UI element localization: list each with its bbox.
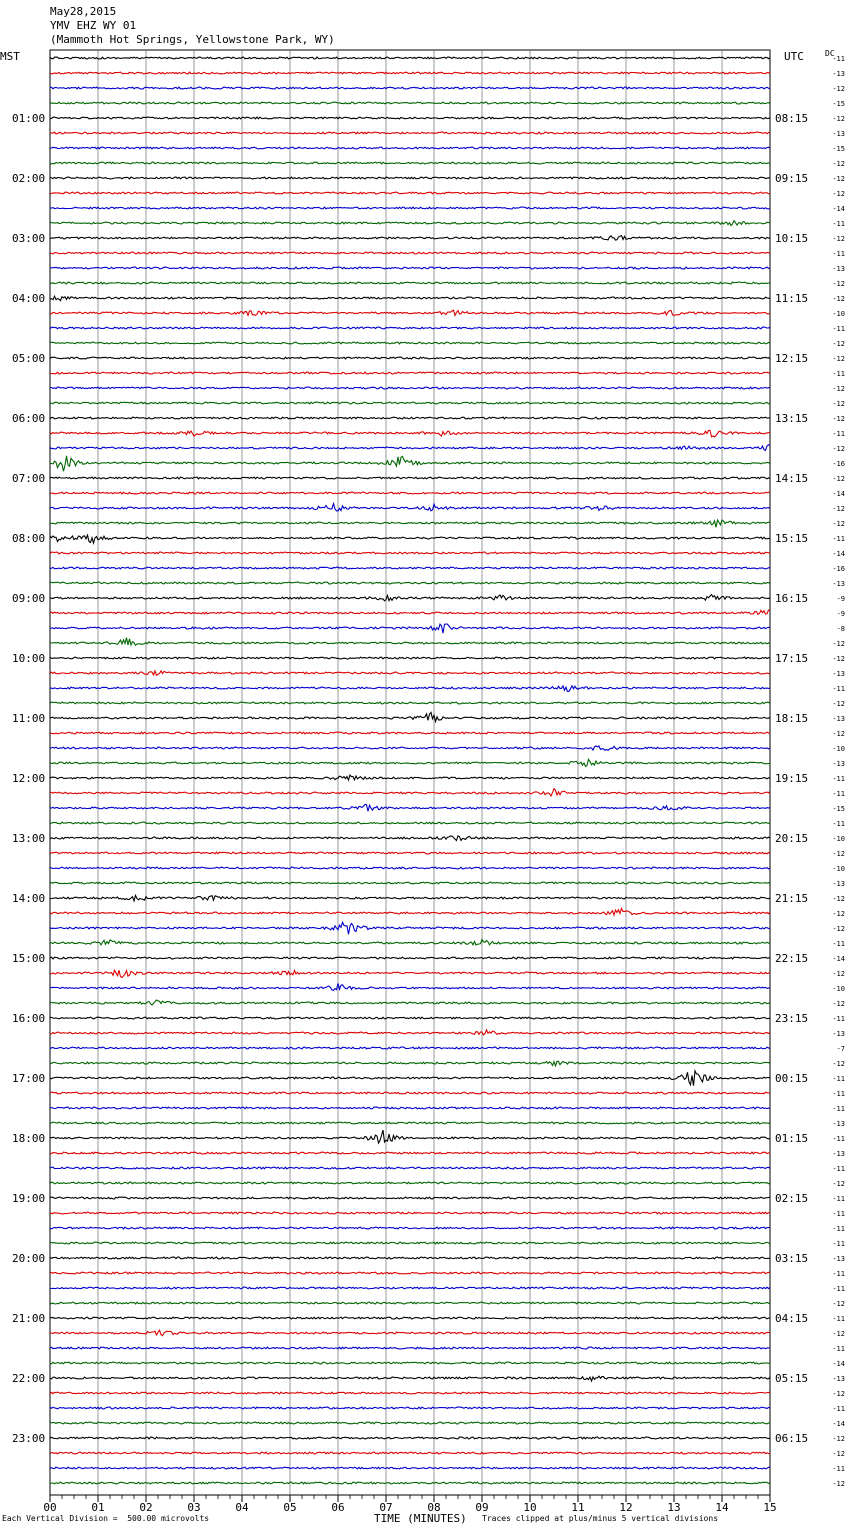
trace-line (50, 357, 770, 359)
dc-offset-label: -12 (832, 970, 845, 978)
right-hour-label: 21:15 (775, 892, 809, 905)
dc-offset-label: -11 (832, 1345, 845, 1353)
trace-line (50, 1167, 770, 1169)
trace-line (50, 1392, 770, 1394)
right-hour-label: 12:15 (775, 352, 809, 365)
right-hour-label: 11:15 (775, 292, 809, 305)
right-hour-label: 14:15 (775, 472, 809, 485)
trace-line (50, 746, 770, 750)
trace-line (50, 552, 770, 554)
trace-line (50, 567, 770, 569)
trace-line (50, 1376, 770, 1381)
dc-offset-label: -11 (832, 250, 845, 258)
dc-offset-label: -12 (832, 190, 845, 198)
dc-offset-label: -9 (836, 610, 845, 618)
clip-note: Traces clipped at plus/minus 5 vertical divisions (482, 1514, 719, 1523)
trace-line (50, 759, 770, 766)
trace-line (50, 342, 770, 344)
left-hour-label: 21:00 (12, 1312, 46, 1325)
location-label: (Mammoth Hot Springs, Yellowstone Park, WY) (50, 33, 335, 46)
left-hour-label: 09:00 (12, 592, 46, 605)
right-axis-title: UTC (784, 50, 804, 63)
trace-line (50, 296, 770, 300)
trace-line (50, 657, 770, 659)
trace-line (50, 102, 770, 104)
trace-line (50, 417, 770, 419)
trace-line (50, 430, 770, 437)
trace-line (50, 456, 770, 471)
dc-label: DC (825, 49, 835, 58)
right-hour-label: 04:15 (775, 1312, 809, 1325)
trace-line (50, 1437, 770, 1439)
trace-line (50, 177, 770, 179)
left-hour-label: 13:00 (12, 832, 46, 845)
x-tick-label: 12 (619, 1501, 633, 1514)
trace-line (50, 922, 770, 934)
dc-offset-label: -11 (832, 535, 845, 543)
dc-offset-label: -12 (832, 925, 845, 933)
dc-offset-label: -11 (832, 1405, 845, 1413)
dc-offset-label: -13 (832, 1120, 845, 1128)
dc-offset-label: -12 (832, 700, 845, 708)
dc-offset-label: -12 (832, 85, 845, 93)
trace-line (50, 1242, 770, 1244)
trace-line (50, 535, 770, 543)
right-hour-label: 10:15 (775, 232, 809, 245)
trace-line (50, 610, 770, 614)
left-hour-label: 23:00 (12, 1432, 46, 1445)
trace-line (50, 372, 770, 374)
dc-offset-label: -13 (832, 1255, 845, 1263)
trace-line (50, 1257, 770, 1259)
trace-line (50, 624, 770, 633)
dc-offset-label: -12 (832, 850, 845, 858)
dc-offset-label: -11 (832, 1240, 845, 1248)
trace-line (50, 1482, 770, 1484)
trace-line (50, 1092, 770, 1094)
trace-line (50, 867, 770, 869)
dc-offset-label: -10 (832, 865, 845, 873)
x-tick-label: 11 (571, 1501, 585, 1514)
dc-offset-label: -13 (832, 1030, 845, 1038)
trace-line (50, 1030, 770, 1035)
trace-line (50, 132, 770, 134)
trace-line (50, 1287, 770, 1289)
x-tick-label: 07 (379, 1501, 393, 1514)
dc-offset-label: -11 (832, 940, 845, 948)
trace-line (50, 1071, 770, 1086)
trace-line (50, 882, 770, 884)
dc-offset-label: -11 (832, 1210, 845, 1218)
trace-line (50, 1152, 770, 1154)
dc-offset-label: -11 (832, 325, 845, 333)
trace-line (50, 282, 770, 284)
dc-offset-label: -12 (832, 640, 845, 648)
dc-offset-label: -12 (832, 295, 845, 303)
trace-line (50, 822, 770, 824)
left-hour-label: 22:00 (12, 1372, 46, 1385)
x-tick-label: 05 (283, 1501, 297, 1514)
plot-frame (50, 50, 770, 1495)
trace-line (50, 712, 770, 721)
dc-offset-label: -11 (832, 1285, 845, 1293)
seismic-traces (50, 57, 770, 1484)
dc-offset-label: -11 (832, 685, 845, 693)
right-hour-label: 05:15 (775, 1372, 809, 1385)
dc-offset-label: -12 (832, 1000, 845, 1008)
left-hour-label: 10:00 (12, 652, 46, 665)
x-tick-label: 14 (715, 1501, 729, 1514)
trace-line (50, 957, 770, 959)
trace-line (50, 852, 770, 854)
right-hour-label: 18:15 (775, 712, 809, 725)
dc-offset-label: -13 (832, 1375, 845, 1383)
x-tick-label: 10 (523, 1501, 537, 1514)
trace-line (50, 983, 770, 990)
dc-offset-label: -12 (832, 235, 845, 243)
trace-line (50, 671, 770, 676)
dc-offset-label: -13 (832, 670, 845, 678)
trace-line (50, 732, 770, 734)
dc-offset-label: -13 (832, 715, 845, 723)
trace-line (50, 1407, 770, 1409)
trace-line (50, 162, 770, 164)
dc-offset-label: -12 (832, 520, 845, 528)
dc-offset-label: -11 (832, 1165, 845, 1173)
dc-offset-label: -10 (832, 745, 845, 753)
dc-offset-label: -11 (832, 1315, 845, 1323)
left-hour-label: 18:00 (12, 1132, 46, 1145)
dc-offset-label: -11 (832, 220, 845, 228)
dc-offset-label: -7 (836, 1045, 845, 1053)
dc-offset-label: -11 (832, 370, 845, 378)
x-tick-label: 15 (763, 1501, 777, 1514)
x-tick-label: 01 (91, 1501, 105, 1514)
right-hour-label: 13:15 (775, 412, 809, 425)
left-hour-label: 08:00 (12, 532, 46, 545)
left-hour-label: 15:00 (12, 952, 46, 965)
trace-line (50, 117, 770, 119)
trace-line (50, 582, 770, 584)
left-hour-label: 16:00 (12, 1012, 46, 1025)
dc-offset-label: -11 (832, 775, 845, 783)
right-hour-label: 06:15 (775, 1432, 809, 1445)
trace-line (50, 236, 770, 241)
right-hour-label: 20:15 (775, 832, 809, 845)
trace-line (50, 1197, 770, 1199)
right-hour-label: 15:15 (775, 532, 809, 545)
dc-offset-label: -11 (832, 1225, 845, 1233)
dc-offset-label: -11 (832, 1465, 845, 1473)
dc-offset-label: -14 (832, 1420, 845, 1428)
dc-offset-label: -12 (832, 895, 845, 903)
trace-line (50, 1452, 770, 1454)
dc-offset-label: -13 (832, 880, 845, 888)
dc-offset-label: -12 (832, 445, 845, 453)
left-axis-title: MST (0, 50, 20, 63)
dc-offset-label: -11 (832, 820, 845, 828)
trace-line (50, 1000, 770, 1005)
left-hour-label: 14:00 (12, 892, 46, 905)
dc-offset-label: -12 (832, 280, 845, 288)
trace-line (50, 221, 770, 226)
trace-line (50, 1317, 770, 1319)
dc-offset-label: -10 (832, 310, 845, 318)
trace-line (50, 310, 770, 315)
dc-offset-label: -12 (832, 1480, 845, 1488)
dc-offset-label: -15 (832, 145, 845, 153)
trace-line (50, 1272, 770, 1274)
trace-line (50, 1467, 770, 1469)
trace-line (50, 445, 770, 451)
left-hour-label: 12:00 (12, 772, 46, 785)
right-hour-label: 22:15 (775, 952, 809, 965)
trace-line (50, 72, 770, 74)
trace-line (50, 520, 770, 527)
trace-line (50, 147, 770, 149)
trace-line (50, 1212, 770, 1214)
station-label: YMV EHZ WY 01 (50, 19, 137, 32)
right-hour-label: 23:15 (775, 1012, 809, 1025)
x-tick-label: 13 (667, 1501, 681, 1514)
trace-line (50, 939, 770, 945)
dc-offset-label: -13 (832, 1150, 845, 1158)
trace-line (50, 970, 770, 977)
dc-offset-label: -12 (832, 175, 845, 183)
left-hour-label: 03:00 (12, 232, 46, 245)
right-hour-label: 03:15 (775, 1252, 809, 1265)
left-hour-label: 01:00 (12, 112, 46, 125)
dc-offset-label: -13 (832, 130, 845, 138)
trace-line (50, 1061, 770, 1066)
trace-line (50, 1107, 770, 1109)
dc-offset-label: -12 (832, 475, 845, 483)
trace-line (50, 789, 770, 796)
dc-offset-label: -10 (832, 835, 845, 843)
trace-line (50, 504, 770, 511)
dc-offset-label: -13 (832, 70, 845, 78)
dc-offset-label: -12 (832, 1300, 845, 1308)
right-hour-label: 00:15 (775, 1072, 809, 1085)
right-hour-label: 01:15 (775, 1132, 809, 1145)
x-tick-label: 03 (187, 1501, 201, 1514)
trace-line (50, 267, 770, 269)
left-hour-label: 07:00 (12, 472, 46, 485)
dc-offset-label: -14 (832, 490, 845, 498)
trace-line (50, 804, 770, 811)
dc-offset-label: -11 (832, 430, 845, 438)
dc-offset-label: -13 (832, 580, 845, 588)
dc-offset-label: -11 (832, 1270, 845, 1278)
dc-offset-label: -10 (832, 985, 845, 993)
dc-offset-label: -14 (832, 550, 845, 558)
x-tick-label: 00 (43, 1501, 57, 1514)
dc-offset-label: -13 (832, 760, 845, 768)
trace-line (50, 686, 770, 692)
dc-offset-label: -12 (832, 160, 845, 168)
dc-offset-label: -13 (832, 265, 845, 273)
left-hour-label: 02:00 (12, 172, 46, 185)
trace-line (50, 1347, 770, 1349)
dc-offset-label: -12 (832, 355, 845, 363)
dc-offset-label: -12 (832, 1390, 845, 1398)
dc-offset-label: -12 (832, 1450, 845, 1458)
dc-offset-label: -12 (832, 1330, 845, 1338)
dc-offset-label: -12 (832, 655, 845, 663)
dc-offset-label: -12 (832, 1060, 845, 1068)
date-label: May28,2015 (50, 5, 117, 18)
dc-offset-label: -12 (832, 730, 845, 738)
dc-offset-label: -14 (832, 1360, 845, 1368)
trace-line (50, 775, 770, 780)
left-hour-label: 04:00 (12, 292, 46, 305)
dc-offset-label: -16 (832, 565, 845, 573)
dc-offset-label: -12 (832, 910, 845, 918)
trace-line (50, 477, 770, 479)
right-hour-label: 08:15 (775, 112, 809, 125)
dc-offset-label: -12 (832, 1435, 845, 1443)
left-hour-label: 17:00 (12, 1072, 46, 1085)
dc-offset-label: -8 (836, 625, 845, 633)
trace-line (50, 1422, 770, 1424)
dc-offset-label: -14 (832, 955, 845, 963)
dc-offset-label: -14 (832, 205, 845, 213)
left-hour-label: 05:00 (12, 352, 46, 365)
trace-line (50, 638, 770, 646)
dc-offset-label: -11 (832, 1015, 845, 1023)
left-hour-label: 20:00 (12, 1252, 46, 1265)
dc-offset-label: -11 (832, 790, 845, 798)
left-hour-label: 06:00 (12, 412, 46, 425)
dc-offset-label: -16 (832, 460, 845, 468)
trace-line (50, 57, 770, 59)
dc-offset-label: -12 (832, 415, 845, 423)
trace-line (50, 252, 770, 254)
right-hour-label: 17:15 (775, 652, 809, 665)
right-hour-label: 19:15 (775, 772, 809, 785)
left-hour-label: 11:00 (12, 712, 46, 725)
trace-line (50, 492, 770, 494)
dc-offset-label: -11 (832, 55, 845, 63)
scale-note: Each Vertical Division = 500.00 microvolts (2, 1514, 210, 1523)
trace-line (50, 192, 770, 194)
trace-line (50, 1302, 770, 1304)
dc-offset-label: -11 (832, 1075, 845, 1083)
right-hour-label: 02:15 (775, 1192, 809, 1205)
trace-line (50, 207, 770, 209)
trace-line (50, 1017, 770, 1019)
x-tick-label: 08 (427, 1501, 441, 1514)
trace-line (50, 595, 770, 601)
x-axis-label: TIME (MINUTES) (374, 1512, 467, 1525)
trace-line (50, 87, 770, 89)
dc-offset-label: -15 (832, 805, 845, 813)
dc-offset-label: -12 (832, 1180, 845, 1188)
trace-line (50, 702, 770, 704)
dc-offset-label: -11 (832, 1135, 845, 1143)
trace-line (50, 895, 770, 901)
dc-offset-label: -12 (832, 115, 845, 123)
trace-line (50, 1330, 770, 1336)
x-tick-label: 09 (475, 1501, 489, 1514)
trace-line (50, 908, 770, 915)
trace-line (50, 1047, 770, 1049)
x-tick-label: 06 (331, 1501, 345, 1514)
trace-line (50, 1227, 770, 1229)
trace-line (50, 402, 770, 404)
trace-line (50, 1362, 770, 1364)
dc-offset-label: -11 (832, 1195, 845, 1203)
trace-line (50, 836, 770, 841)
trace-line (50, 1182, 770, 1184)
right-hour-label: 09:15 (775, 172, 809, 185)
dc-offset-label: -12 (832, 340, 845, 348)
dc-offset-label: -11 (832, 1090, 845, 1098)
dc-offset-label: -12 (832, 385, 845, 393)
dc-offset-label: -12 (832, 400, 845, 408)
trace-line (50, 1122, 770, 1124)
x-tick-label: 04 (235, 1501, 249, 1514)
trace-line (50, 1130, 770, 1143)
x-tick-label: 02 (139, 1501, 153, 1514)
right-hour-label: 16:15 (775, 592, 809, 605)
dc-offset-label: -11 (832, 1105, 845, 1113)
dc-offset-label: -9 (836, 595, 845, 603)
trace-line (50, 327, 770, 329)
dc-offset-label: -15 (832, 100, 845, 108)
dc-offset-label: -12 (832, 505, 845, 513)
trace-line (50, 387, 770, 389)
left-hour-label: 19:00 (12, 1192, 46, 1205)
